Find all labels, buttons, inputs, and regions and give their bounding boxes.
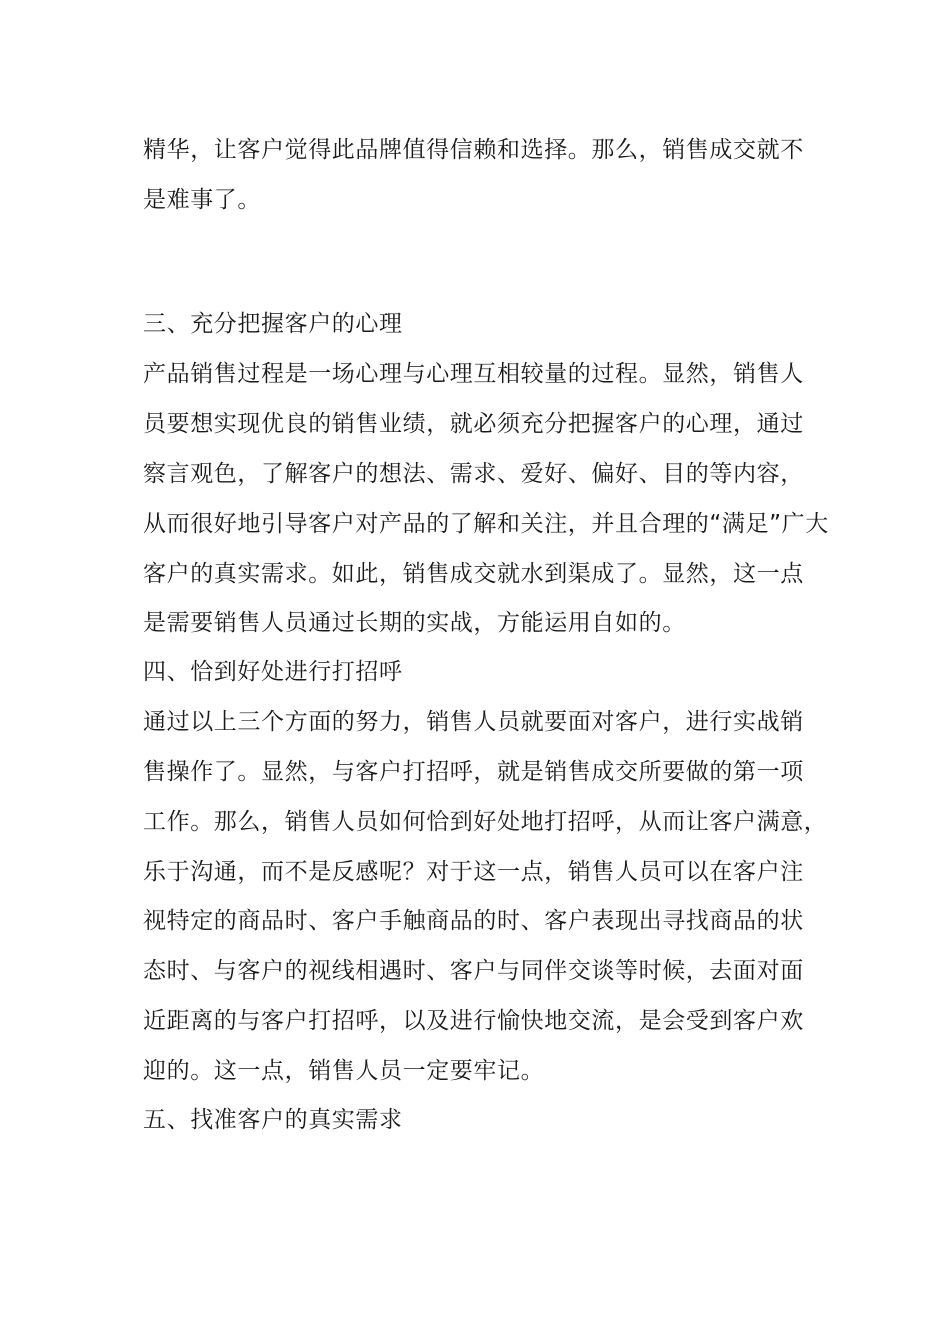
paragraph-line: 是难事了。 xyxy=(143,187,261,213)
paragraph-line: 是需要销售人员通过长期的实战，方能运用自如的。 xyxy=(143,610,686,636)
paragraph-line: 乐于沟通，而不是反感呢？对于这一点，销售人员可以在客户注 xyxy=(143,859,804,885)
paragraph-line: 通过以上三个方面的努力，销售人员就要面对客户，进行实战销 xyxy=(143,709,804,735)
paragraph-line: 态时、与客户的视线相遇时、客户与同伴交谈等时候，去面对面 xyxy=(143,958,804,984)
section-heading: 五、找准客户的真实需求 xyxy=(143,1107,403,1133)
paragraph-line: 迎的。这一点，销售人员一定要牢记。 xyxy=(143,1058,545,1084)
paragraph-line: 从而很好地引导客户对产品的了解和关注，并且合理的“满足”广大 xyxy=(143,511,829,537)
paragraph-line: 客户的真实需求。如此，销售成交就水到渠成了。显然，这一点 xyxy=(143,561,804,587)
paragraph-line: 视特定的商品时、客户手触商品的时、客户表现出寻找商品的状 xyxy=(143,908,804,934)
paragraph-line: 员要想实现优良的销售业绩，就必须充分把握客户的心理，通过 xyxy=(143,411,804,437)
section-heading: 三、充分把握客户的心理 xyxy=(143,311,403,337)
paragraph-line: 产品销售过程是一场心理与心理互相较量的过程。显然，销售人 xyxy=(143,361,804,387)
paragraph-line: 近距离的与客户打招呼，以及进行愉快地交流，是会受到客户欢 xyxy=(143,1008,804,1034)
section-heading: 四、恰到好处进行打招呼 xyxy=(143,659,403,685)
paragraph-line: 工作。那么，销售人员如何恰到好处地打招呼，从而让客户满意， xyxy=(143,809,828,835)
paragraph-line: 售操作了。显然，与客户打招呼，就是销售成交所要做的第一项 xyxy=(143,759,804,785)
paragraph-line: 察言观色，了解客户的想法、需求、爱好、偏好、目的等内容， xyxy=(143,461,804,487)
paragraph-line: 精华，让客户觉得此品牌值得信赖和选择。那么，销售成交就不 xyxy=(143,137,804,163)
